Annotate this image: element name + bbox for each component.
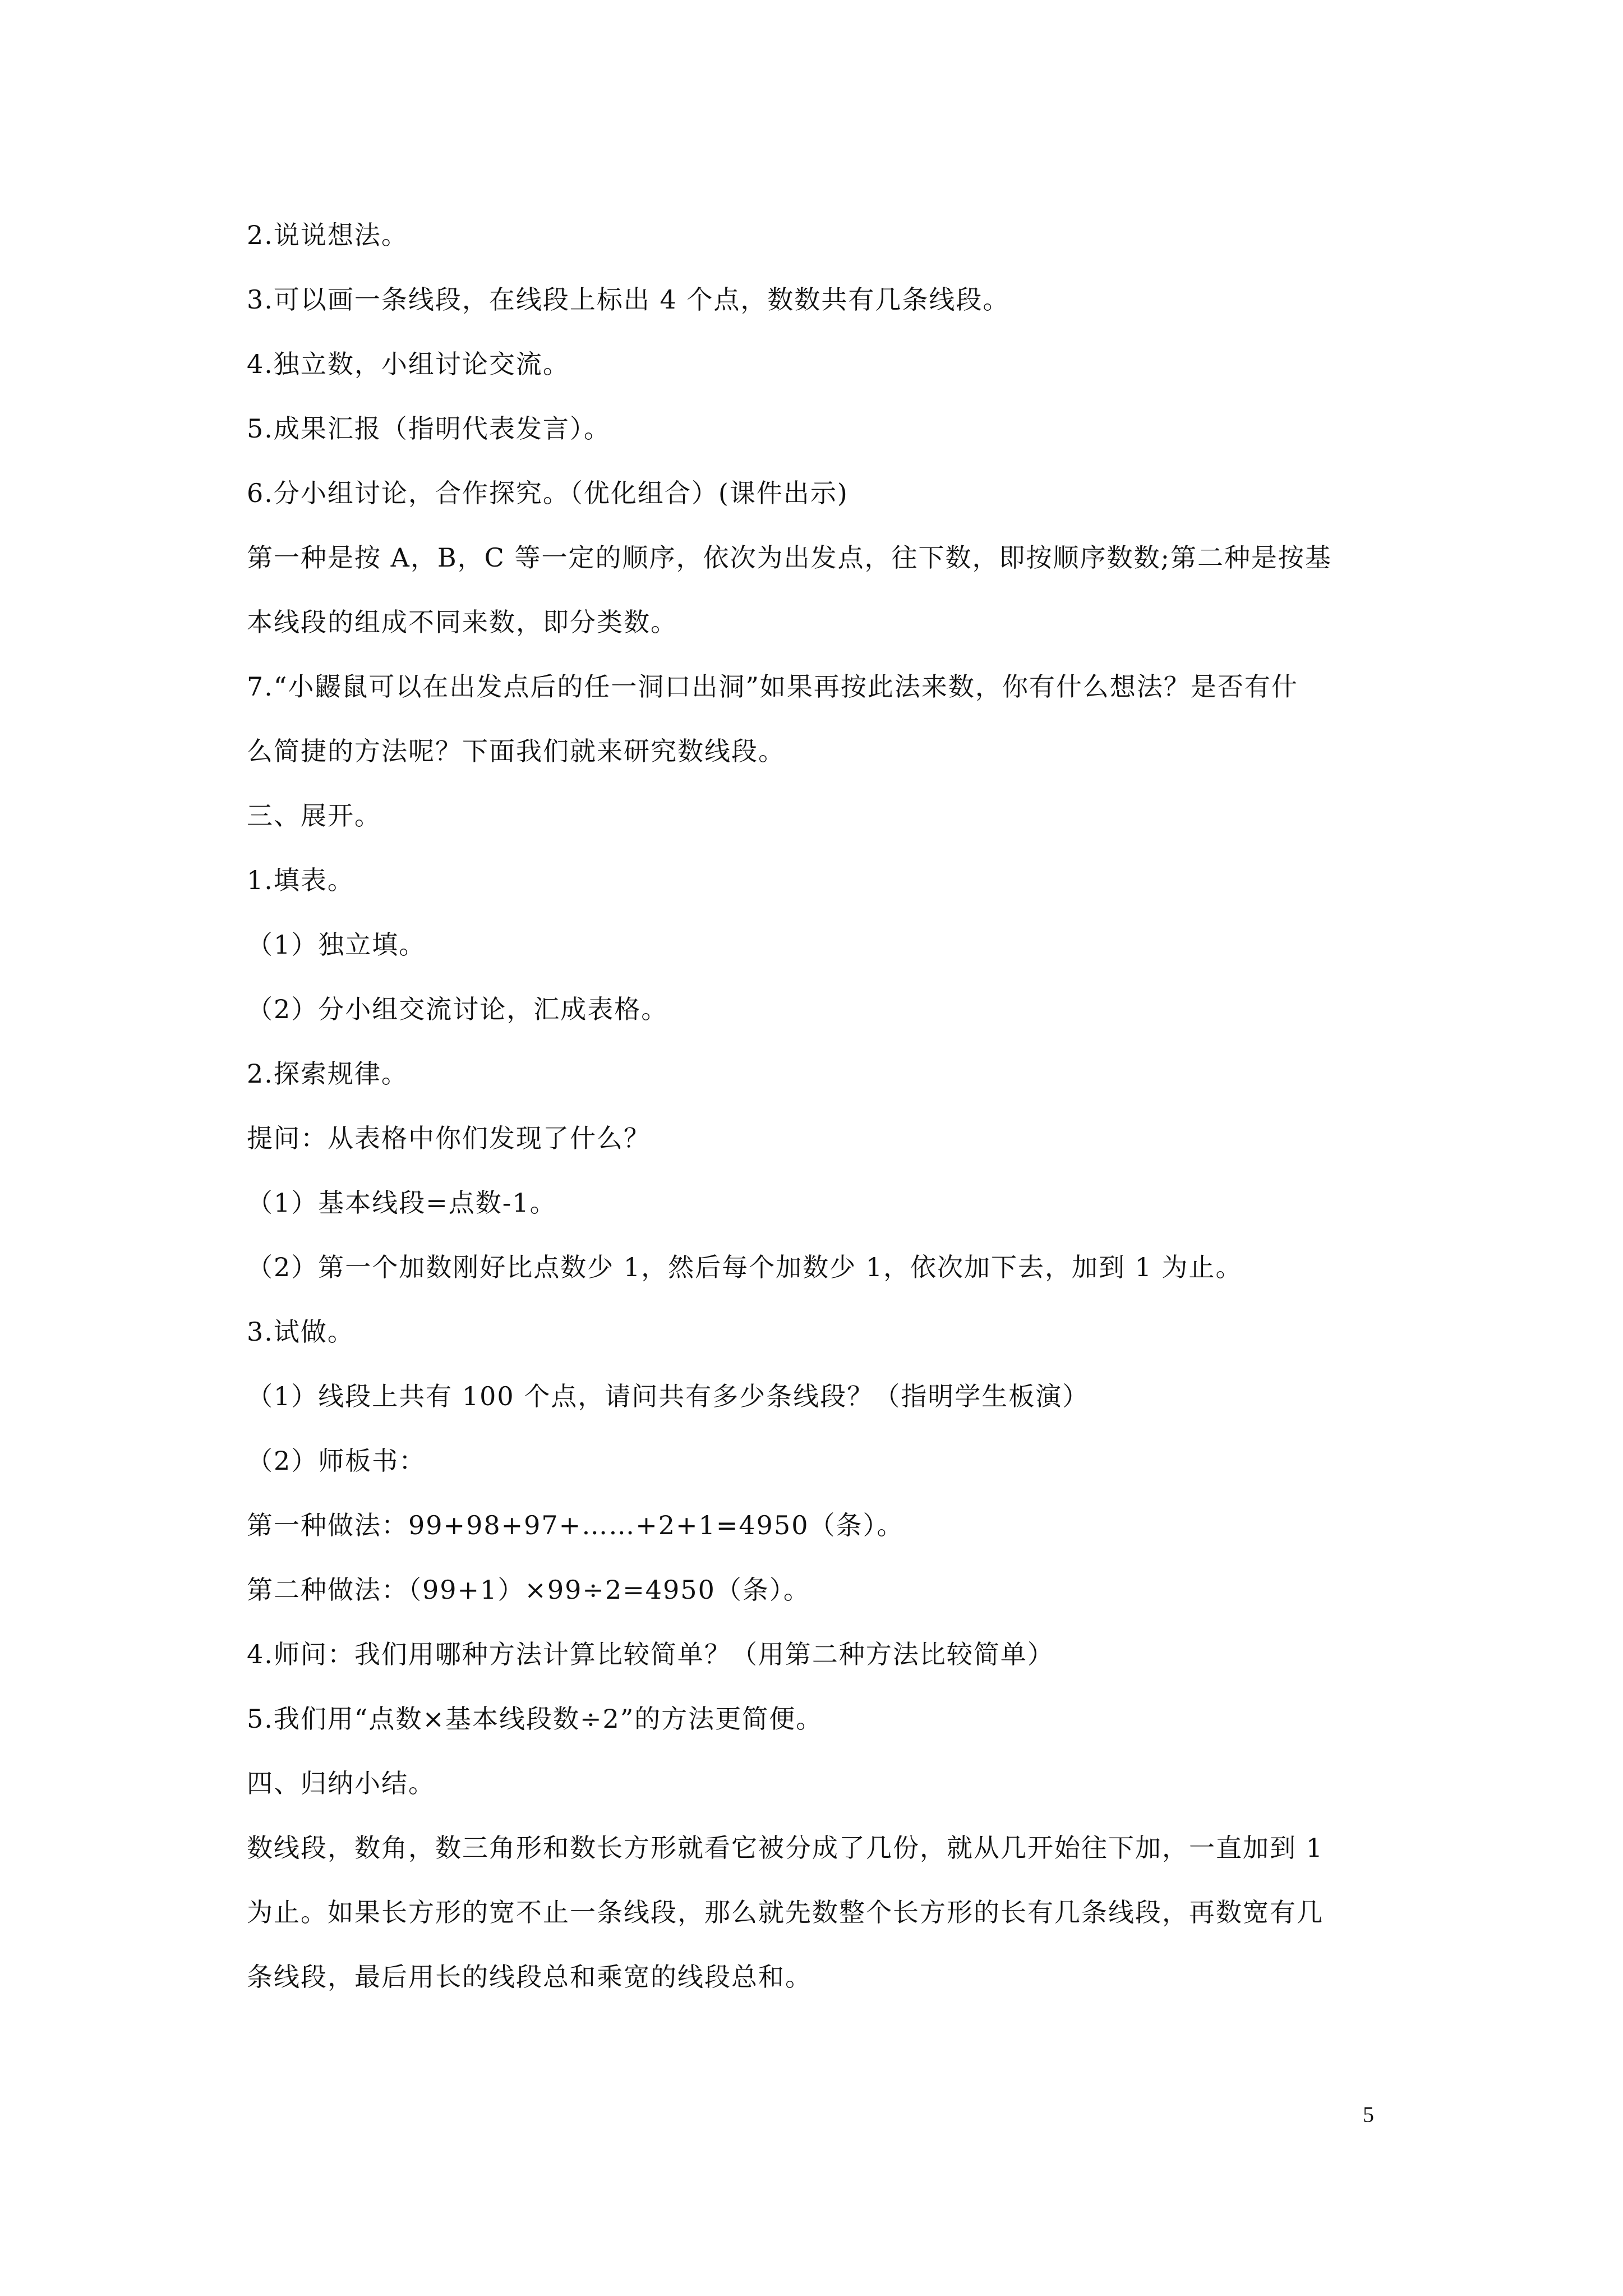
text-line: 5.我们用“点数×基本线段数÷2”的方法更简便。 [247,1704,823,1734]
text-line: 为止。如果长方形的宽不止一条线段，那么就先数整个长方形的长有几条线段，再数宽有几 [247,1897,1324,1927]
text-line: 5.成果汇报（指明代表发言）。 [247,413,611,444]
section-heading: 三、展开。 [247,800,381,831]
text-line: （1）独立填。 [247,930,426,960]
text-line: 3.试做。 [247,1317,354,1347]
text-line: （1）线段上共有 100 个点，请问共有多少条线段？（指明学生板演） [247,1381,1090,1411]
text-line: 第一种做法：99+98+97+……+2+1=4950（条）。 [247,1510,904,1540]
text-line: （2）分小组交流讨论，汇成表格。 [247,994,668,1024]
text-line: 4.师问：我们用哪种方法计算比较简单？（用第二种方法比较简单） [247,1639,1054,1669]
text-line: 本线段的组成不同来数，即分类数。 [247,607,677,637]
text-line: 数线段，数角，数三角形和数长方形就看它被分成了几份，就从几开始往下加，一直加到 1 [247,1833,1324,1863]
text-line: 1.填表。 [247,865,354,895]
page-number: 5 [1363,2102,1374,2127]
text-line: 2.说说想法。 [247,220,408,250]
text-line: 3.可以画一条线段，在线段上标出 4 个点，数数共有几条线段。 [247,284,1010,315]
text-line: 4.独立数，小组讨论交流。 [247,349,570,379]
text-line: 第一种是按 A，B，C 等一定的顺序，依次为出发点，往下数，即按顺序数数;第二种是按基 [247,542,1332,573]
text-line: （1）基本线段=点数-1。 [247,1188,557,1218]
text-line: 第二种做法：（99+1）×99÷2=4950（条）。 [247,1575,810,1605]
text-line: （2）师板书： [247,1446,426,1476]
text-line: 6.分小组讨论，合作探究。（优化组合）(课件出示) [247,478,849,508]
text-line: 么简捷的方法呢？下面我们就来研究数线段。 [247,736,785,766]
text-line: （2）第一个加数刚好比点数少 1，然后每个加数少 1，依次加下去，加到 1 为止。 [247,1252,1243,1282]
text-line: 2.探索规律。 [247,1059,408,1089]
text-line: 提问：从表格中你们发现了什么？ [247,1123,651,1153]
text-line: 7.“小鼹鼠可以在出发点后的任一洞口出洞”如果再按此法来数，你有什么想法？是否有什 [247,671,1298,702]
section-heading: 四、归纳小结。 [247,1768,435,1798]
text-line: 条线段，最后用长的线段总和乘宽的线段总和。 [247,1962,812,1992]
document-body [247,203,1391,2009]
